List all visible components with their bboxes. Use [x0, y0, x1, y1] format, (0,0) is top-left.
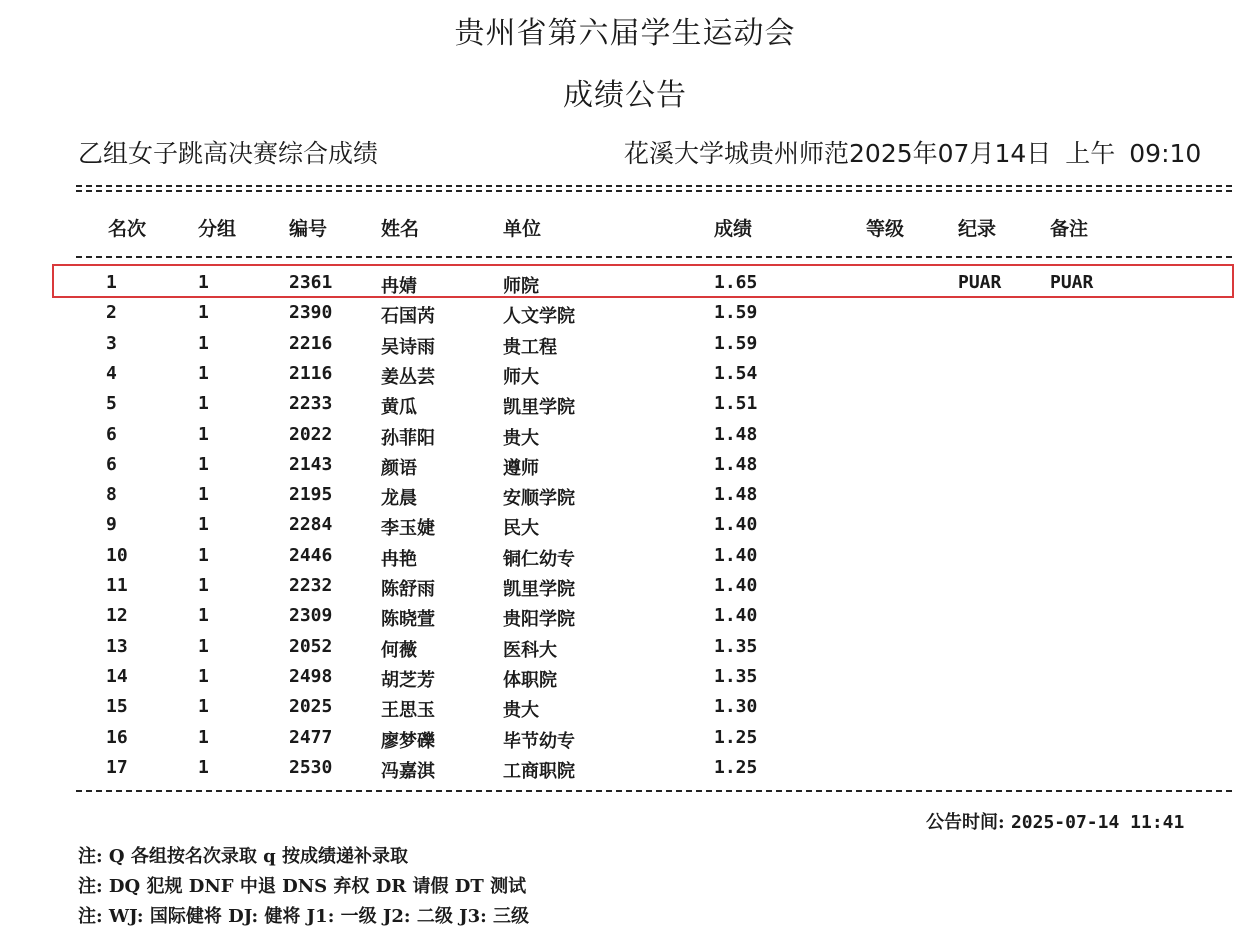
- result-cell: 1.30: [714, 696, 758, 718]
- note-line-1: 注: Q 各组按名次录取 q 按成绩递补录取: [78, 846, 408, 867]
- group-cell: 1: [198, 272, 209, 293]
- bib-cell: 2498: [289, 665, 333, 687]
- athlete-name-cell: 吴诗雨: [381, 336, 435, 358]
- bib-cell: 2216: [289, 332, 333, 354]
- unit-cell: 贵大: [503, 700, 539, 722]
- group-cell: 1: [198, 302, 209, 324]
- period: 上午: [1065, 139, 1116, 168]
- bib-cell: 2233: [289, 393, 333, 415]
- time: 09:10: [1129, 139, 1202, 168]
- result-cell: 1.40: [714, 575, 758, 596]
- group-cell: 1: [198, 575, 209, 596]
- bib-cell: 2025: [289, 696, 333, 718]
- group-cell: 1: [198, 605, 209, 627]
- athlete-name-cell: 何薇: [381, 639, 417, 661]
- bib-cell: 2390: [289, 302, 333, 324]
- athlete-name-cell: 李玉婕: [381, 518, 435, 540]
- col-result-header: 成绩: [714, 218, 753, 240]
- athlete-name-cell: 龙晨: [381, 488, 417, 510]
- unit-cell: 工商职院: [503, 760, 575, 782]
- result-cell: 1.35: [714, 635, 758, 657]
- announcement-title: 成绩公告: [563, 78, 687, 113]
- result-cell: 1.40: [714, 514, 758, 536]
- bib-cell: 2232: [289, 575, 333, 596]
- rank-cell: 16: [106, 726, 128, 748]
- group-cell: 1: [198, 726, 209, 748]
- rank-cell: 12: [106, 605, 128, 627]
- unit-cell: 毕节幼专: [503, 730, 575, 752]
- rank-cell: 9: [106, 514, 117, 536]
- group-cell: 1: [198, 332, 209, 354]
- rank-cell: 6: [106, 423, 117, 445]
- rank-cell: 14: [106, 665, 128, 687]
- rank-cell: 2: [106, 302, 117, 324]
- result-cell: 1.48: [714, 453, 758, 475]
- unit-cell: 凯里学院: [503, 579, 575, 600]
- col-record-header: 纪录: [958, 218, 997, 240]
- result-cell: 1.59: [714, 302, 758, 324]
- rank-cell: 1: [106, 272, 117, 293]
- unit-cell: 铜仁幼专: [503, 548, 575, 570]
- athlete-name-cell: 廖梦礫: [381, 730, 435, 752]
- col-rank-header: 名次: [108, 218, 147, 240]
- unit-cell: 贵工程: [503, 336, 557, 358]
- athlete-name-cell: 冯嘉淇: [381, 760, 435, 782]
- athlete-name-cell: 冉婧: [381, 276, 417, 297]
- group-cell: 1: [198, 362, 209, 384]
- result-cell: 1.40: [714, 605, 758, 627]
- unit-cell: 凯里学院: [503, 397, 575, 419]
- rank-cell: 11: [106, 575, 128, 596]
- unit-cell: 贵大: [503, 427, 539, 449]
- announce-time-label: 公告时间:: [926, 812, 1005, 833]
- rank-cell: 17: [106, 756, 128, 778]
- result-cell: 1.48: [714, 484, 758, 506]
- bib-cell: 2477: [289, 726, 333, 748]
- group-cell: 1: [198, 696, 209, 718]
- col-name-header: 姓名: [381, 218, 420, 240]
- col-remark-header: 备注: [1050, 218, 1089, 240]
- group-cell: 1: [198, 544, 209, 566]
- unit-cell: 贵阳学院: [503, 609, 575, 631]
- note-line-2: 注: DQ 犯规 DNF 中退 DNS 弃权 DR 请假 DT 测试: [78, 876, 527, 897]
- bib-cell: 2022: [289, 423, 333, 445]
- result-cell: 1.40: [714, 544, 758, 566]
- result-cell: 1.25: [714, 726, 758, 748]
- result-cell: 1.59: [714, 332, 758, 354]
- venue: 花溪大学城贵州师范: [624, 139, 850, 168]
- unit-cell: 师院: [503, 276, 539, 297]
- result-cell: 1.65: [714, 272, 758, 293]
- rank-cell: 3: [106, 332, 117, 354]
- col-grade-header: 等级: [866, 218, 905, 240]
- unit-cell: 医科大: [503, 639, 557, 661]
- rank-cell: 4: [106, 362, 117, 384]
- group-cell: 1: [198, 484, 209, 506]
- unit-cell: 人文学院: [503, 306, 575, 328]
- header-rule: [76, 256, 1232, 258]
- group-cell: 1: [198, 635, 209, 657]
- result-cell: 1.48: [714, 423, 758, 445]
- bib-cell: 2530: [289, 756, 333, 778]
- bib-cell: 2284: [289, 514, 333, 536]
- rank-cell: 8: [106, 484, 117, 506]
- athlete-name-cell: 王思玉: [381, 700, 435, 722]
- bib-cell: 2116: [289, 362, 333, 384]
- note-line-3: 注: WJ: 国际健将 DJ: 健将 J1: 一级 J2: 二级 J3: 三级: [78, 906, 530, 927]
- result-cell: 1.35: [714, 665, 758, 687]
- record-cell: PUAR: [958, 272, 1002, 293]
- rank-cell: 6: [106, 453, 117, 475]
- rank-cell: 10: [106, 544, 128, 566]
- group-cell: 1: [198, 453, 209, 475]
- athlete-name-cell: 石国芮: [381, 306, 435, 328]
- bib-cell: 2052: [289, 635, 333, 657]
- unit-cell: 师大: [503, 366, 539, 388]
- result-cell: 1.54: [714, 362, 758, 384]
- rank-cell: 15: [106, 696, 128, 718]
- group-cell: 1: [198, 514, 209, 536]
- athlete-name-cell: 胡芝芳: [381, 669, 435, 691]
- unit-cell: 体职院: [503, 669, 557, 691]
- announce-time: [926, 808, 1184, 834]
- col-unit-header: 单位: [503, 218, 542, 240]
- group-cell: 1: [198, 756, 209, 778]
- col-group-header: 分组: [198, 218, 237, 240]
- athlete-name-cell: 颜语: [381, 457, 417, 479]
- rank-cell: 13: [106, 635, 128, 657]
- unit-cell: 遵师: [503, 457, 539, 479]
- athlete-name-cell: 孙菲阳: [381, 427, 435, 449]
- group-cell: 1: [198, 393, 209, 415]
- unit-cell: 民大: [503, 518, 539, 540]
- athlete-name-cell: 姜丛芸: [381, 366, 435, 388]
- venue-datetime: [624, 134, 1201, 170]
- bib-cell: 2143: [289, 453, 333, 475]
- bib-cell: 2361: [289, 272, 333, 293]
- bib-cell: 2195: [289, 484, 333, 506]
- rank-cell: 5: [106, 393, 117, 415]
- footer-rule: [76, 790, 1232, 792]
- date: 2025年07月14日: [849, 139, 1052, 168]
- header-double-rule: [76, 185, 1232, 192]
- group-cell: 1: [198, 423, 209, 445]
- athlete-name-cell: 陈舒雨: [381, 579, 435, 600]
- competition-name: 乙组女子跳高决赛综合成绩: [78, 139, 379, 168]
- result-cell: 1.51: [714, 393, 758, 415]
- result-cell: 1.25: [714, 756, 758, 778]
- bib-cell: 2309: [289, 605, 333, 627]
- athlete-name-cell: 黄瓜: [381, 397, 417, 419]
- bib-cell: 2446: [289, 544, 333, 566]
- unit-cell: 安顺学院: [503, 488, 575, 510]
- col-bib-header: 编号: [289, 218, 328, 240]
- athlete-name-cell: 陈晓萱: [381, 609, 435, 631]
- athlete-name-cell: 冉艳: [381, 548, 417, 570]
- announce-time-value: 2025-07-14 11:41: [1010, 812, 1185, 833]
- group-cell: 1: [198, 665, 209, 687]
- remark-cell: PUAR: [1050, 272, 1094, 293]
- event-title: 贵州省第六届学生运动会: [454, 16, 796, 51]
